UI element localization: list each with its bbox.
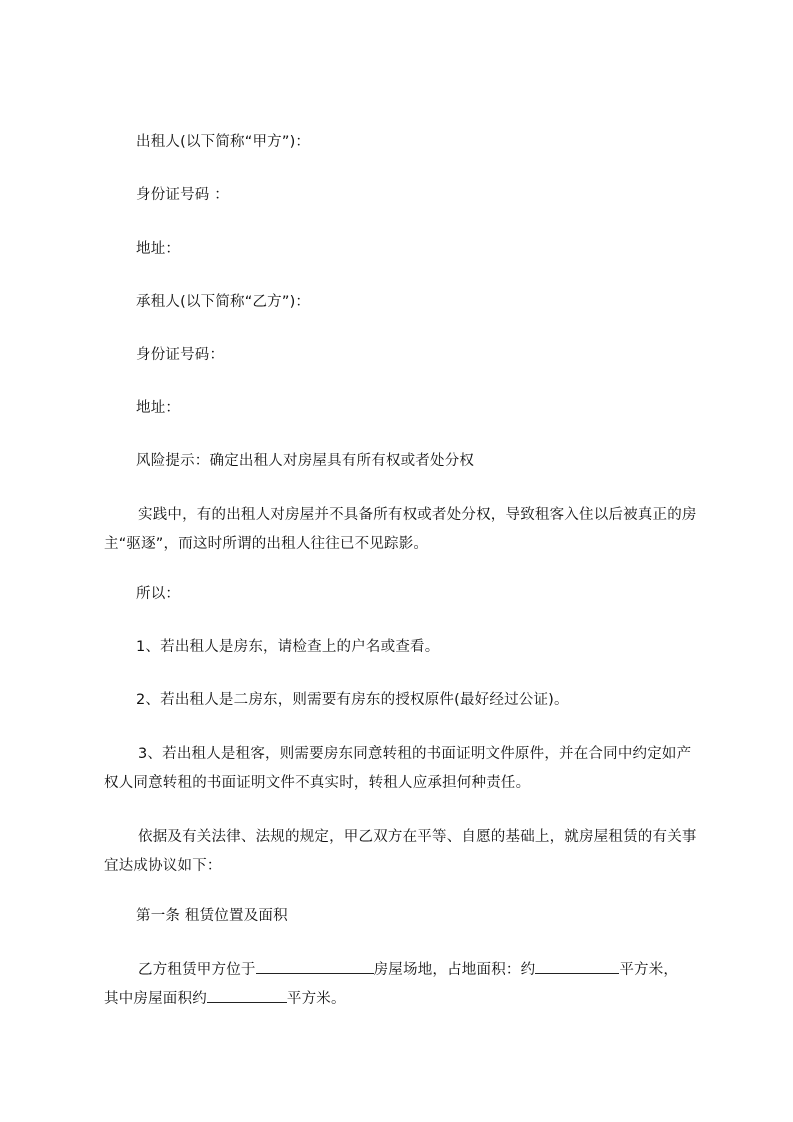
location-blank[interactable]	[256, 959, 374, 974]
lessee-address-label: 地址：	[136, 400, 181, 416]
article1-text-5: 平方米。	[286, 991, 346, 1007]
article1-title: 第一条 租赁位置及面积	[136, 908, 288, 924]
article1-text-3: 平方米，	[619, 962, 679, 978]
lessee-label: 承租人(以下简称“乙方”)：	[136, 294, 311, 310]
risk-title: 风险提示：确定出租人对房屋具有所有权或者处分权	[136, 453, 475, 469]
risk-paragraph: 实践中，有的出租人对房屋并不具备所有权或者处分权，导致租客入住以后被真正的房主“驱逐”，而这时所谓的出租人往往已不见踪影。	[104, 507, 697, 552]
article1-text-4: 其中房屋面积约	[104, 991, 207, 1007]
article1-text-1: 乙方租赁甲方位于	[138, 962, 256, 978]
list-item-3: 3、若出租人是租客，则需要房东同意转租的书面证明文件原件，并在合同中约定如产权人同意转租的书面证明文件不真实时，转租人应承担何种责任。	[104, 746, 692, 791]
lessor-id-label: 身份证号码 ：	[136, 187, 230, 203]
article1-paragraph	[104, 956, 704, 1014]
house-area-blank[interactable]	[207, 988, 287, 1003]
article1-text-2: 房屋场地，占地面积：约	[373, 962, 536, 978]
land-area-blank[interactable]	[535, 959, 619, 974]
basis-paragraph: 依据及有关法律、法规的规定，甲乙双方在平等、自愿的基础上，就房屋租赁的有关事宜达成协议如下：	[104, 829, 697, 874]
so-label: 所以：	[136, 586, 181, 602]
list-item-2: 2、若出租人是二房东，则需要有房东的授权原件(最好经过公证)。	[136, 692, 569, 708]
list-item-1: 1、若出租人是房东，请检查上的户名或查看。	[136, 639, 440, 655]
lessor-address-label: 地址：	[136, 241, 181, 257]
lessee-id-label: 身份证号码：	[136, 347, 225, 363]
lessor-label: 出租人(以下简称“甲方”)：	[136, 134, 311, 150]
